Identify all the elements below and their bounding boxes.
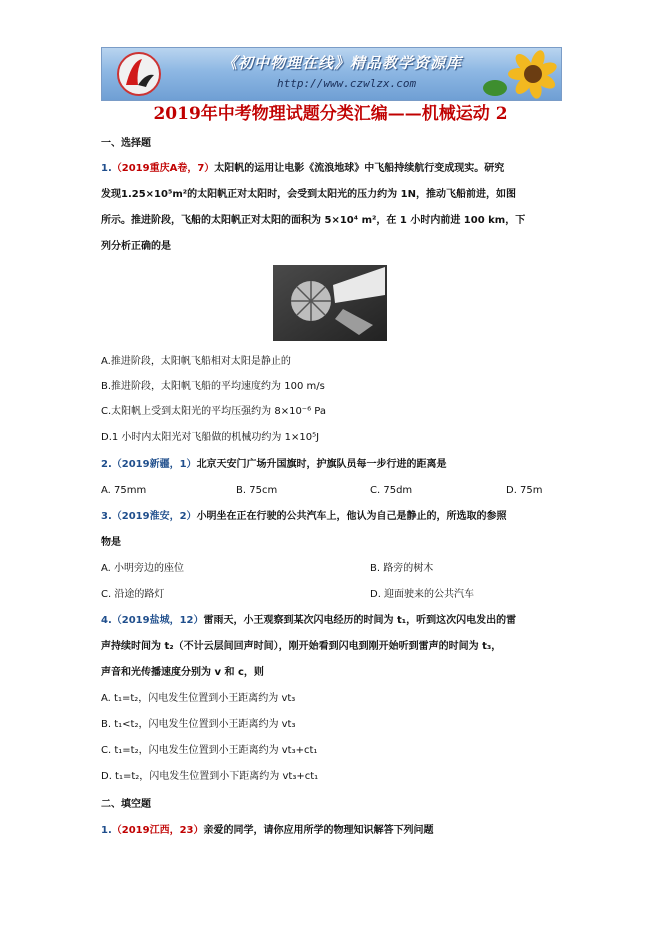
- q2-option-a[interactable]: A. 75mm: [101, 485, 147, 496]
- q4-line3: 声音和光传播速度分别为 v 和 c，则: [101, 667, 264, 678]
- q5-stem: 亲爱的同学，请你应用所学的物理知识解答下列问题: [203, 825, 434, 836]
- q1-option-d[interactable]: D.1 小时内太阳光对飞船做的机械功约为 1×10⁵J: [101, 432, 320, 443]
- q1-option-c[interactable]: C.太阳帆上受到太阳光的平均压强约为 8×10⁻⁶ Pa: [101, 406, 326, 417]
- q4-stem-line1: 雷雨天，小王观察到某次闪电经历的时间为 t₁，听到这次闪电发出的雷: [203, 615, 517, 626]
- q5-source: （2019江西，23）: [111, 825, 204, 836]
- q2-option-b[interactable]: B. 75cm: [236, 485, 278, 496]
- section-heading-fill: 二、填空题: [101, 799, 151, 810]
- q3-line2: 物是: [101, 537, 121, 548]
- q1-stem-line1: 太阳帆的运用让电影《流浪地球》中飞船持续航行变成现实。研究: [214, 163, 505, 174]
- banner-url[interactable]: http://www.czwlzx.com: [277, 77, 417, 90]
- q4-option-d[interactable]: D. t₁=t₂，闪电发生位置到小下距离约为 vt₃+ct₁: [101, 771, 319, 782]
- q4-option-b[interactable]: B. t₁<t₂，闪电发生位置到小王距离约为 vt₃: [101, 719, 296, 730]
- header-banner: [101, 47, 562, 101]
- q1-source: （2019重庆A卷，7）: [111, 163, 215, 174]
- q3-number: 3.: [101, 511, 112, 522]
- document-title: 2019年中考物理试题分类汇编——机械运动 2: [153, 104, 508, 124]
- q3-option-b[interactable]: B. 路旁的树木: [370, 563, 434, 574]
- sunflower-icon: [481, 48, 561, 100]
- q1-line3: 所示。推进阶段，飞船的太阳帆正对太阳的面积为 5×10⁴ m²，在 1 小时内前进 100 km，下: [101, 215, 526, 226]
- q3-option-a[interactable]: A. 小明旁边的座位: [101, 563, 185, 574]
- q2-source: （2019新疆，1）: [111, 459, 197, 470]
- section-heading-choice: 一、选择题: [101, 138, 151, 149]
- q1-line4: 列分析正确的是: [101, 241, 171, 252]
- solar-sail-photo: [273, 265, 387, 341]
- q2-number: 2.: [101, 459, 112, 470]
- q4-number: 4.: [101, 615, 112, 626]
- q3-line1: [101, 510, 507, 524]
- q4-option-c[interactable]: C. t₁=t₂，闪电发生位置到小王距离约为 vt₃+ct₁: [101, 745, 318, 756]
- q3-source: （2019淮安，2）: [111, 511, 197, 522]
- q3-option-c[interactable]: C. 沿途的路灯: [101, 589, 165, 600]
- q4-option-a[interactable]: A. t₁=t₂，闪电发生位置到小王距离约为 vt₃: [101, 693, 296, 704]
- q1-line2: 发现1.25×10⁵m²的太阳帆正对太阳时，会受到太阳光的压力约为 1N，推动飞船前进，如图: [101, 189, 516, 200]
- q4-source: （2019盐城，12）: [111, 615, 204, 626]
- q2-option-d[interactable]: D. 75m: [506, 485, 543, 496]
- q2-stem: 北京天安门广场升国旗时，护旗队员每一步行进的距离是: [196, 459, 447, 470]
- q2-option-c[interactable]: C. 75dm: [370, 485, 413, 496]
- q1-line1: [101, 162, 504, 176]
- site-logo-icon: [116, 51, 162, 97]
- q3-option-d[interactable]: D. 迎面驶来的公共汽车: [370, 589, 475, 600]
- q4-line1: [101, 614, 516, 628]
- banner-title: 《初中物理在线》精品教学资源库: [222, 54, 463, 72]
- q4-line2: 声持续时间为 t₂（不计云层间回声时间），刚开始看到闪电到刚开始听到雷声的时间为 t₃，: [101, 641, 502, 652]
- q5-number: 1.: [101, 825, 112, 836]
- q3-stem-line1: 小明坐在正在行驶的公共汽车上，他认为自己是静止的，所选取的参照: [196, 511, 507, 522]
- q1-number: 1.: [101, 163, 112, 174]
- q5-line1: [101, 824, 434, 838]
- q2-line1: [101, 458, 447, 472]
- q1-option-a[interactable]: A.推进阶段，太阳帆飞船相对太阳是静止的: [101, 356, 291, 367]
- q1-option-b[interactable]: B.推进阶段，太阳帆飞船的平均速度约为 100 m/s: [101, 381, 325, 392]
